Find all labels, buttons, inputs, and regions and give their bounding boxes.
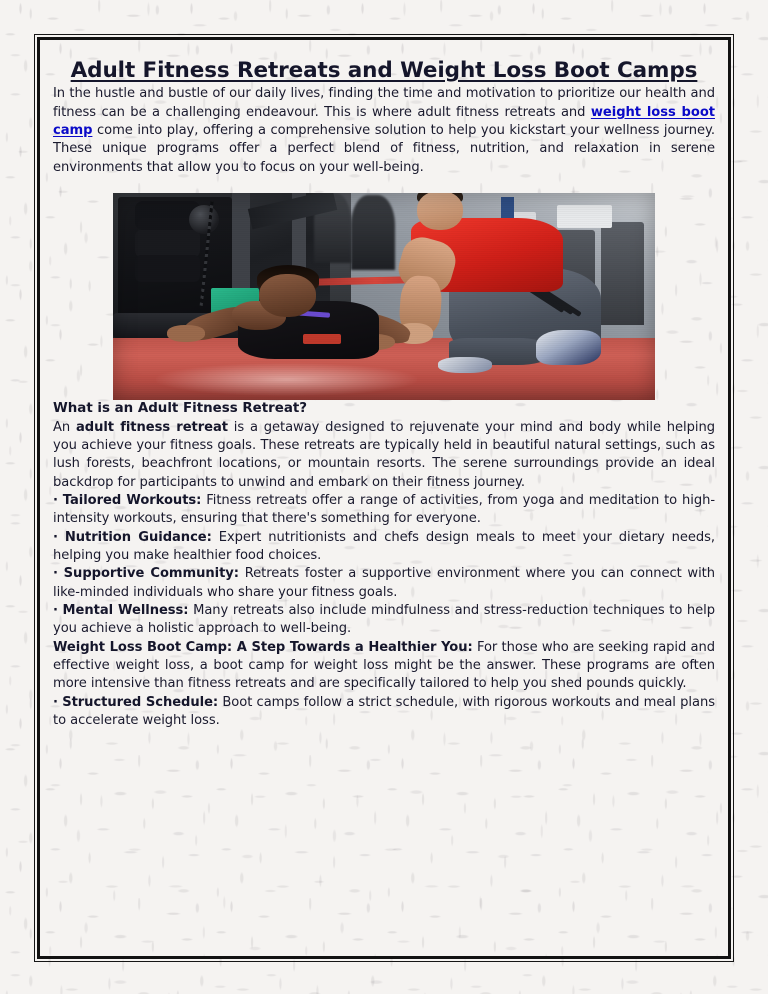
document-content — [40, 40, 728, 956]
document-page-frame — [34, 34, 734, 962]
bullet-tailored-workouts — [53, 492, 715, 529]
definition-paragraph — [53, 419, 715, 492]
bullet-nutrition-guidance — [53, 529, 715, 566]
article-image-container — [53, 193, 715, 400]
bullet-term: Supportive Community: — [63, 566, 239, 582]
bullet-marker-icon: · — [53, 694, 58, 710]
bootcamp-term: Weight Loss Boot Camp: A Step Towards a Healthier You: — [53, 639, 473, 655]
weight-loss-boot-camp-link[interactable]: weight loss boot camp — [53, 104, 715, 139]
bullet-text: Expert nutritionists and chefs design meals to meet your dietary needs, helping you make healthier food choices. — [53, 529, 716, 564]
definition-bold-term: adult fitness retreat — [75, 419, 228, 435]
bullet-text: Boot camps follow a strict schedule, with rigorous workouts and meal plans to accelerate weight loss. — [53, 694, 715, 729]
photo-vignette — [113, 193, 655, 400]
document-page-inner-border — [37, 37, 731, 959]
page-title: Adult Fitness Retreats and Weight Loss Boot Camps — [70, 58, 698, 83]
intro-paragraph — [53, 85, 715, 177]
bullet-marker-icon: · — [53, 493, 58, 509]
bullet-term: Tailored Workouts: — [62, 493, 202, 509]
bootcamp-paragraph — [53, 639, 715, 694]
bullet-text: Retreats foster a supportive environment where you can connect with like-minded individuals who share your fitness goals. — [53, 566, 716, 600]
section-heading-what-is-retreat: What is an Adult Fitness Retreat? — [53, 401, 308, 417]
bullet-mental-wellness — [53, 602, 715, 639]
bullet-supportive-community — [53, 565, 715, 602]
bullet-text: Many retreats also include mindfulness and stress-reduction techniques to help you achieve a holistic approach to well-being. — [53, 603, 715, 637]
bullet-marker-icon: · — [53, 603, 58, 619]
bullet-marker-icon: · — [53, 566, 58, 582]
bullet-term: Mental Wellness: — [62, 603, 189, 619]
bootcamp-text: For those who are seeking rapid and effective weight loss, a boot camp for weight loss might be the answer. These programs are often more intensive than fitness retreats and are specifically tailored to help you shed pounds quickly. — [53, 639, 716, 692]
bullet-structured-schedule — [53, 694, 715, 731]
gym-training-photo — [113, 193, 655, 400]
definition-lead-in: An — [53, 419, 76, 435]
intro-text-after-link: come into play, offering a comprehensive solution to help you kickstart your wellness journey. These unique programs offer a perfect blend of fitness, nutrition, and relaxation in serene environments that allow you to focus on your well-being. — [53, 123, 715, 175]
bullet-text: Fitness retreats offer a range of activities, from yoga and meditation to high-intensity workouts, ensuring that there's something for everyone. — [53, 493, 716, 527]
bullet-term: Nutrition Guidance: — [64, 529, 212, 545]
bullet-term: Structured Schedule: — [62, 694, 219, 710]
definition-rest: is a getaway designed to rejuvenate your mind and body while helping you achieve your fitness goals. These retreats are typically held in beautiful natural settings, such as lush forests, beachfront locations, or mountain resorts. The serene surroundings provide an ideal backdrop for participants to unwind and embark on their fitness journey. — [53, 419, 715, 490]
bullet-marker-icon: · — [53, 529, 58, 545]
intro-text-before-link: In the hustle and bustle of our daily lives, finding the time and motivation to prioritize our health and fitness can be a challenging endeavour. This is where adult fitness retreats and — [53, 86, 715, 120]
